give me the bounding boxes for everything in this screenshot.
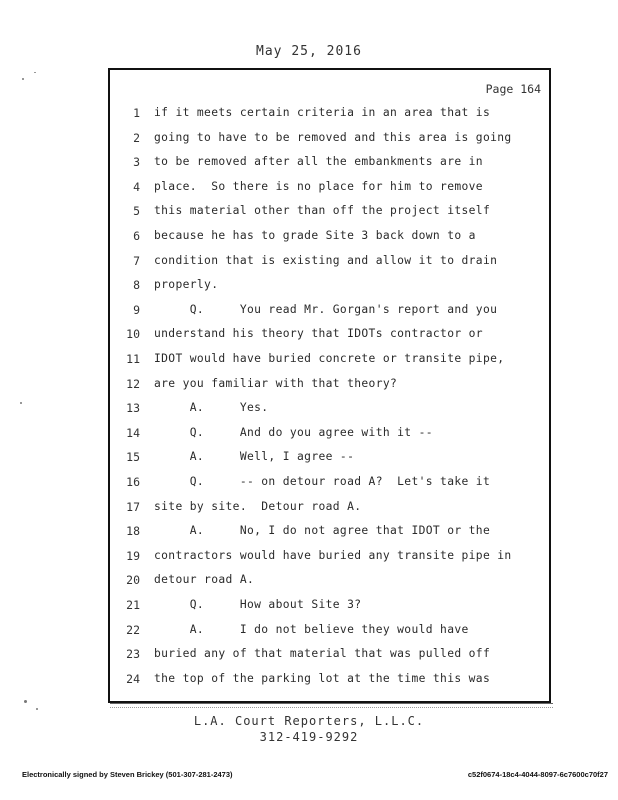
transcript-line bbox=[110, 401, 553, 421]
transcript-line bbox=[110, 106, 553, 126]
transcript-line bbox=[110, 254, 553, 274]
line-text: Q. And do you agree with it -- bbox=[154, 425, 433, 439]
line-number: 24 bbox=[126, 671, 140, 686]
line-number: 18 bbox=[126, 524, 140, 539]
line-text: Q. -- on detour road A? Let's take it bbox=[154, 475, 491, 488]
transcript-line bbox=[110, 426, 553, 446]
line-text: going to have to be removed and this area is going bbox=[154, 130, 512, 144]
scan-speck bbox=[36, 708, 38, 710]
line-text: because he has to grade Site 3 back down to a bbox=[154, 229, 476, 242]
line-number: 7 bbox=[133, 253, 140, 268]
line-text: contractors would have buried any transite pipe in bbox=[154, 548, 512, 562]
line-number: 16 bbox=[126, 475, 140, 489]
line-text: IDOT would have buried concrete or transite pipe, bbox=[154, 352, 505, 365]
transcript-line bbox=[110, 598, 553, 618]
line-number: 11 bbox=[126, 352, 140, 366]
transcript-line bbox=[110, 524, 553, 544]
line-number: 14 bbox=[126, 425, 140, 440]
line-text: to be removed after all the embankments are in bbox=[154, 155, 483, 169]
transcript-line bbox=[110, 623, 553, 643]
document-id: c52f0674-18c4-4044-8097-6c7600c70f27 bbox=[467, 770, 608, 779]
transcript-line bbox=[110, 573, 553, 593]
line-text: site by site. Detour road A. bbox=[154, 499, 362, 513]
line-text: A. No, I do not agree that IDOT or the bbox=[154, 524, 491, 538]
line-number: 2 bbox=[133, 130, 140, 145]
court-reporter-phone: 312-419-9292 bbox=[259, 730, 359, 744]
line-text: if it meets certain criteria in an area that is bbox=[154, 106, 491, 119]
transcript-frame bbox=[108, 68, 551, 703]
scan-speck bbox=[24, 700, 27, 703]
line-text: understand his theory that IDOTs contractor or bbox=[154, 327, 483, 341]
line-text: this material other than off the project itself bbox=[154, 204, 491, 218]
line-number: 9 bbox=[133, 302, 140, 317]
line-number: 6 bbox=[133, 229, 140, 243]
transcript-line bbox=[110, 450, 553, 470]
line-text: condition that is existing and allow it to drain bbox=[154, 253, 498, 267]
line-number: 22 bbox=[126, 622, 140, 637]
court-reporter-name: L.A. Court Reporters, L.L.C. bbox=[193, 714, 425, 728]
line-number: 3 bbox=[133, 155, 140, 170]
line-number: 5 bbox=[133, 204, 140, 219]
scan-speck bbox=[22, 78, 24, 80]
line-number: 15 bbox=[126, 450, 140, 465]
line-number: 8 bbox=[133, 278, 140, 293]
line-number: 4 bbox=[133, 179, 140, 194]
line-number: 12 bbox=[126, 376, 140, 391]
transcript-line bbox=[110, 549, 553, 569]
transcript-line bbox=[110, 278, 553, 298]
transcript-line bbox=[110, 500, 553, 520]
transcript-line bbox=[110, 352, 553, 372]
scan-speck bbox=[34, 72, 36, 73]
scan-speck bbox=[20, 402, 22, 404]
line-text: buried any of that material that was pulled off bbox=[154, 647, 491, 661]
page-date: May 25, 2016 bbox=[256, 44, 362, 59]
line-number: 21 bbox=[126, 598, 140, 612]
electronic-signature: Electronically signed by Steven Brickey (501-307-281-2473) bbox=[22, 770, 233, 779]
line-text: place. So there is no place for him to remove bbox=[154, 179, 483, 193]
transcript-line bbox=[110, 229, 553, 249]
line-text: properly. bbox=[154, 278, 219, 292]
page-number: Page 164 bbox=[485, 82, 541, 96]
line-number: 10 bbox=[126, 327, 140, 342]
transcript-line bbox=[110, 303, 553, 323]
transcript-line bbox=[110, 647, 553, 667]
transcript-line bbox=[110, 327, 553, 347]
frame-shadow bbox=[110, 703, 553, 708]
line-number: 17 bbox=[126, 499, 140, 514]
line-number: 1 bbox=[133, 106, 140, 120]
line-text: Q. You read Mr. Gorgan's report and you bbox=[154, 302, 498, 316]
line-number: 23 bbox=[126, 647, 140, 662]
transcript-line bbox=[110, 672, 553, 692]
line-text: the top of the parking lot at the time this was bbox=[154, 671, 491, 685]
transcript-line bbox=[110, 204, 553, 224]
line-text: are you familiar with that theory? bbox=[154, 376, 398, 390]
line-number: 13 bbox=[126, 401, 140, 416]
transcript-line bbox=[110, 155, 553, 175]
line-number: 20 bbox=[126, 573, 140, 588]
line-text: detour road A. bbox=[154, 573, 255, 587]
transcript-line bbox=[110, 131, 553, 151]
line-text: Q. How about Site 3? bbox=[154, 598, 362, 611]
line-text: A. I do not believe they would have bbox=[154, 622, 469, 636]
transcript-line bbox=[110, 475, 553, 495]
transcript-line bbox=[110, 180, 553, 200]
line-text: A. Yes. bbox=[154, 401, 269, 415]
line-text: A. Well, I agree -- bbox=[154, 450, 355, 464]
transcript-line bbox=[110, 377, 553, 397]
line-number: 19 bbox=[126, 548, 140, 563]
